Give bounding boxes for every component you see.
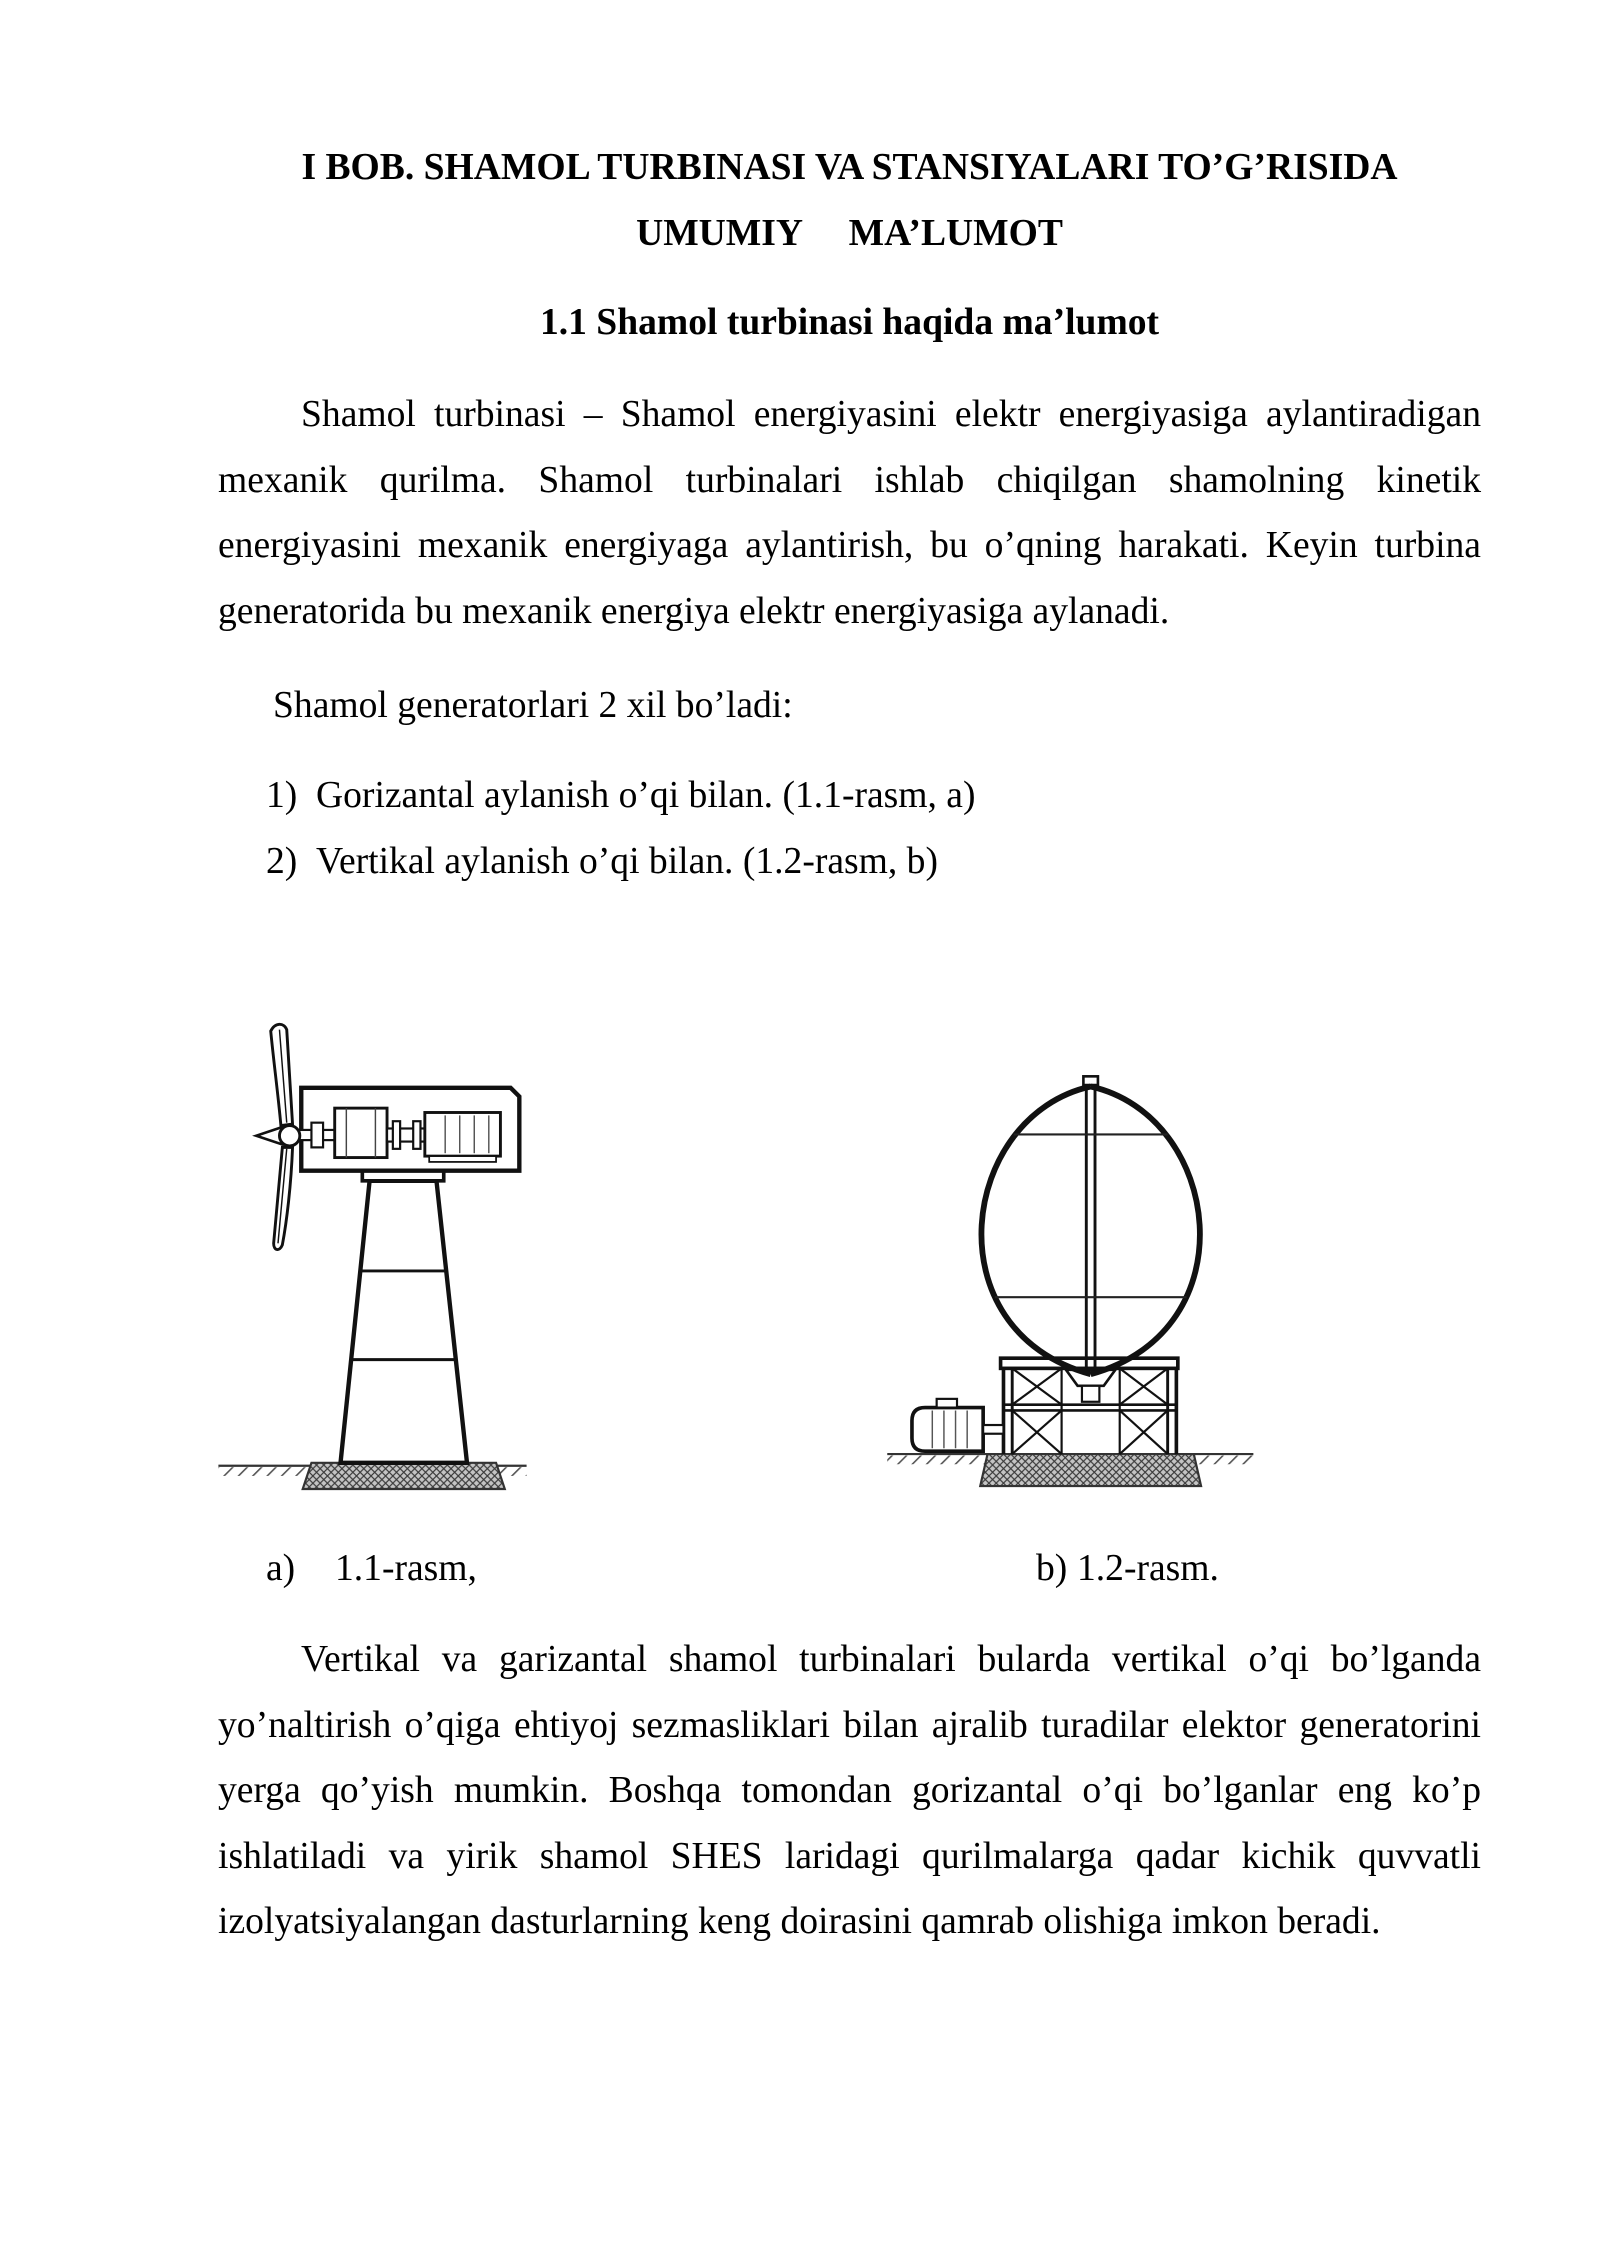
darrieus-rotor — [981, 1087, 1199, 1375]
gearbox — [335, 1108, 387, 1157]
generator-body — [912, 1408, 983, 1452]
gear-housing — [1082, 1386, 1099, 1402]
rotor-shaft — [1083, 1076, 1098, 1369]
rotor-hub — [279, 1126, 299, 1146]
rotor-blade-lower — [274, 1147, 293, 1249]
tower-body — [341, 1181, 467, 1463]
rotor-blade-right — [1091, 1087, 1200, 1375]
foundation — [980, 1454, 1201, 1486]
figure-label: b) — [1036, 1548, 1068, 1589]
figure-caption-b — [1036, 1536, 1219, 1602]
tower — [341, 1171, 467, 1463]
section-heading: 1.1 Shamol turbinasi haqida ma’lumot — [539, 302, 1160, 343]
generator-shaft — [983, 1425, 1003, 1434]
terminal-box — [937, 1399, 957, 1408]
rotor-blade-upper — [271, 1024, 293, 1125]
rotor-blade-left — [981, 1087, 1090, 1375]
chapter-title-line-1: I BOB. SHAMOL TURBINASI VA STANSIYALARI TO’G’RISIDA — [301, 147, 1398, 188]
rotor — [256, 1024, 300, 1249]
list-item-text: Vertikal aylanish o’qi bilan. (1.2-rasm, b) — [316, 840, 938, 882]
paragraph-definition: Shamol turbinasi – Shamol energiyasini elektr energiyasiga aylantiradigan mexanik qurilma. Shamol turbinalari ishlab chiqilgan shamolning kinetik energiyasini mexanik energiyaga aylantirish, bu o’qning harakati. Keyin turbina generatorida bu mexanik energiya elektr energiyasiga aylanadi. — [218, 394, 1481, 632]
figure-caption-text: 1.2-rasm. — [1077, 1548, 1219, 1589]
frame-top-beam — [1001, 1358, 1178, 1368]
chapter-title-line-2: UMUMIY MA’LUMOT — [636, 212, 1063, 254]
paragraph-comparison: Vertikal va garizantal shamol turbinalari bularda vertikal o’qi bo’lganda yo’naltirish o’qiga ehtiyoj sezmasliklari bilan ajralib turadilar elektor generatorini yerga qo’yish mumkin. Boshqa tomondan gorizantal o’qi bo’lganlar eng ko’p ishlatiladi va yirik shamol SHES laridagi qurilmalarga qadar kichik quvvatli izolyatsiyalangan dasturlarning keng doirasini qamrab olishiga imkon beradi. — [218, 1639, 1481, 1942]
figure-horizontal-axis-turbine — [211, 1018, 534, 1505]
nacelle — [298, 1088, 519, 1171]
figure-caption-text: 1.1-rasm, — [335, 1548, 477, 1589]
figure-label: a) — [266, 1548, 296, 1589]
list-item-number: 2) — [266, 840, 298, 882]
shaft-bearing — [311, 1123, 323, 1148]
figure-vertical-axis-turbine — [880, 1069, 1265, 1505]
list-item — [266, 829, 976, 895]
foundation — [303, 1463, 505, 1489]
list-item-number: 1) — [266, 775, 298, 816]
types-intro: Shamol generatorlari 2 xil bo’ladi: — [273, 685, 793, 726]
list-item — [266, 763, 976, 829]
coupling-flange — [413, 1121, 420, 1149]
figure-caption-a — [266, 1536, 477, 1602]
list-item-text: Gorizantal aylanish o’qi bilan. (1.1-rasm, a) — [316, 775, 976, 816]
turbine-types-list — [266, 763, 976, 894]
shaft-top-cap — [1083, 1076, 1098, 1085]
generator-base — [429, 1156, 496, 1162]
electric-generator — [912, 1399, 1004, 1451]
coupling-flange — [393, 1121, 400, 1149]
chapter-title — [218, 135, 1481, 266]
